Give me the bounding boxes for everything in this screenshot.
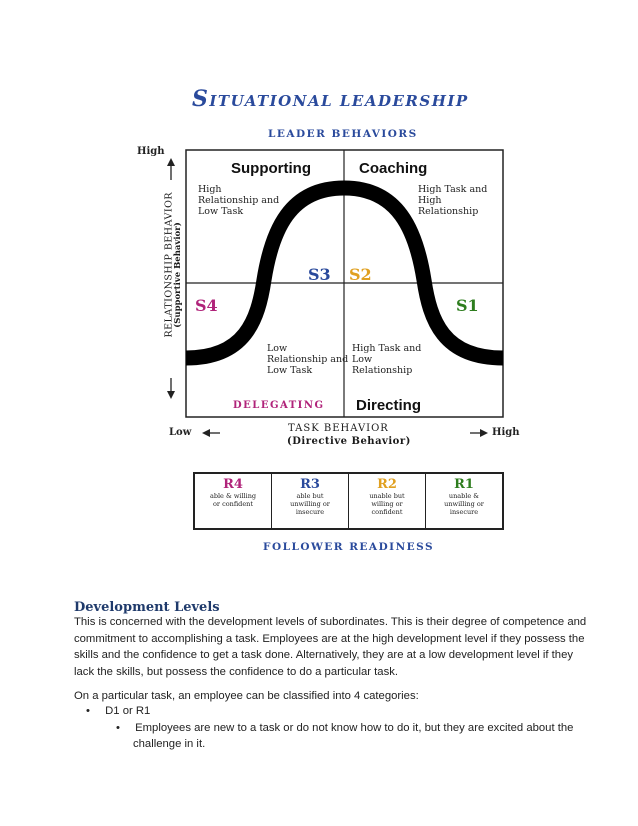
readiness-desc-line: able & willing <box>209 492 257 500</box>
readiness-cell-r1 <box>426 474 502 528</box>
directing-desc-line: High Task and <box>352 343 422 354</box>
sub-bullet-text: Employees are new to a task or do not know how to do it, but they are excited about the <box>135 722 574 734</box>
delegating-desc-line: Relationship and <box>267 354 349 365</box>
directing-desc-line: Low <box>352 354 373 365</box>
readiness-desc-line: confident <box>371 508 403 516</box>
bullet-dot-icon: • <box>116 722 120 734</box>
x-low-label: Low <box>169 427 192 438</box>
style-s1: S1 <box>456 296 479 315</box>
readiness-desc-line: unwilling or <box>444 500 484 508</box>
coaching-desc-line: High <box>418 195 442 206</box>
paragraph-2: On a particular task, an employee can be classified into 4 categories: <box>74 690 419 702</box>
directing-title: Directing <box>356 397 422 414</box>
delegating-title: DELEGATING <box>233 400 325 411</box>
coaching-desc-line: High Task and <box>418 184 488 195</box>
readiness-label: R1 <box>454 477 474 492</box>
title-first-letter: S <box>192 86 210 112</box>
bullet-dot-icon: • <box>86 705 90 717</box>
style-s4: S4 <box>195 296 218 315</box>
delegating-desc-line: Low <box>267 343 288 354</box>
section-heading: Development Levels <box>74 600 220 615</box>
supporting-desc-line: High <box>198 184 222 195</box>
supporting-description <box>198 184 279 217</box>
readiness-label: R2 <box>377 477 397 492</box>
bullet-item <box>86 705 150 717</box>
readiness-cell-r4 <box>195 474 272 528</box>
sub-bullet-continuation: challenge in it. <box>133 738 206 750</box>
y-axis-label: RELATIONSHIP BEHAVIOR <box>163 191 175 338</box>
style-s3: S3 <box>308 265 331 284</box>
readiness-label: R3 <box>300 477 320 492</box>
follower-readiness-label: FOLLOWER READINESS <box>263 541 435 553</box>
title-rest: ITUATIONAL LEADERSHIP <box>209 92 469 110</box>
x-axis-label: TASK BEHAVIOR <box>288 423 389 434</box>
supporting-desc-line: Low Task <box>198 206 244 217</box>
readiness-desc-line: or confident <box>213 500 253 508</box>
readiness-table <box>193 472 504 530</box>
y-down-arrow-head <box>167 391 175 399</box>
leader-behaviors-label: LEADER BEHAVIORS <box>268 128 418 140</box>
x-axis-sub-label: (Directive Behavior) <box>287 436 411 447</box>
readiness-desc-line: willing or <box>371 500 403 508</box>
paragraph-line: commitment to accomplishing a task. Employees are at the high development level if they possess the <box>74 632 585 645</box>
readiness-cell-r3 <box>272 474 349 528</box>
supporting-desc-line: Relationship and <box>198 195 280 206</box>
coaching-title: Coaching <box>359 160 428 177</box>
readiness-desc-line: unable & <box>448 492 480 500</box>
paragraph-line: skills and the confidence to get a task done. Alternatively, they are at a low development level if they <box>74 649 574 661</box>
delegating-description <box>267 343 348 376</box>
paragraph-1 <box>74 614 587 680</box>
y-axis-sub-label: (Supportive Behavior) <box>173 222 183 328</box>
directing-desc-line: Relationship <box>352 365 413 376</box>
readiness-desc-line: insecure <box>295 508 325 516</box>
paragraph-line: lack the skills, but possess the confidence to do a particular task. <box>74 665 399 678</box>
readiness-desc-line: unable but <box>369 492 405 500</box>
x-left-arrow-head <box>202 429 210 437</box>
delegating-desc-line: Low Task <box>267 365 313 376</box>
coaching-desc-line: Relationship <box>418 206 479 217</box>
sub-bullet-item <box>116 722 573 734</box>
readiness-desc-line: insecure <box>449 508 479 516</box>
bullet-text: D1 or R1 <box>105 705 151 717</box>
supporting-title: Supporting <box>231 160 311 177</box>
style-s2: S2 <box>349 265 372 284</box>
readiness-desc-line: able but <box>296 492 324 500</box>
readiness-label: R4 <box>223 477 243 492</box>
x-right-arrow-head <box>480 429 488 437</box>
coaching-description <box>418 184 487 217</box>
x-high-label: High <box>492 427 520 438</box>
directing-description <box>352 343 421 376</box>
readiness-desc-line: unwilling or <box>290 500 330 508</box>
readiness-cell-r2 <box>349 474 426 528</box>
y-up-arrow-head <box>167 158 175 166</box>
y-high-label: High <box>137 146 165 157</box>
paragraph-line: This is concerned with the development levels of subordinates. This is their degree of competence and <box>74 616 587 628</box>
